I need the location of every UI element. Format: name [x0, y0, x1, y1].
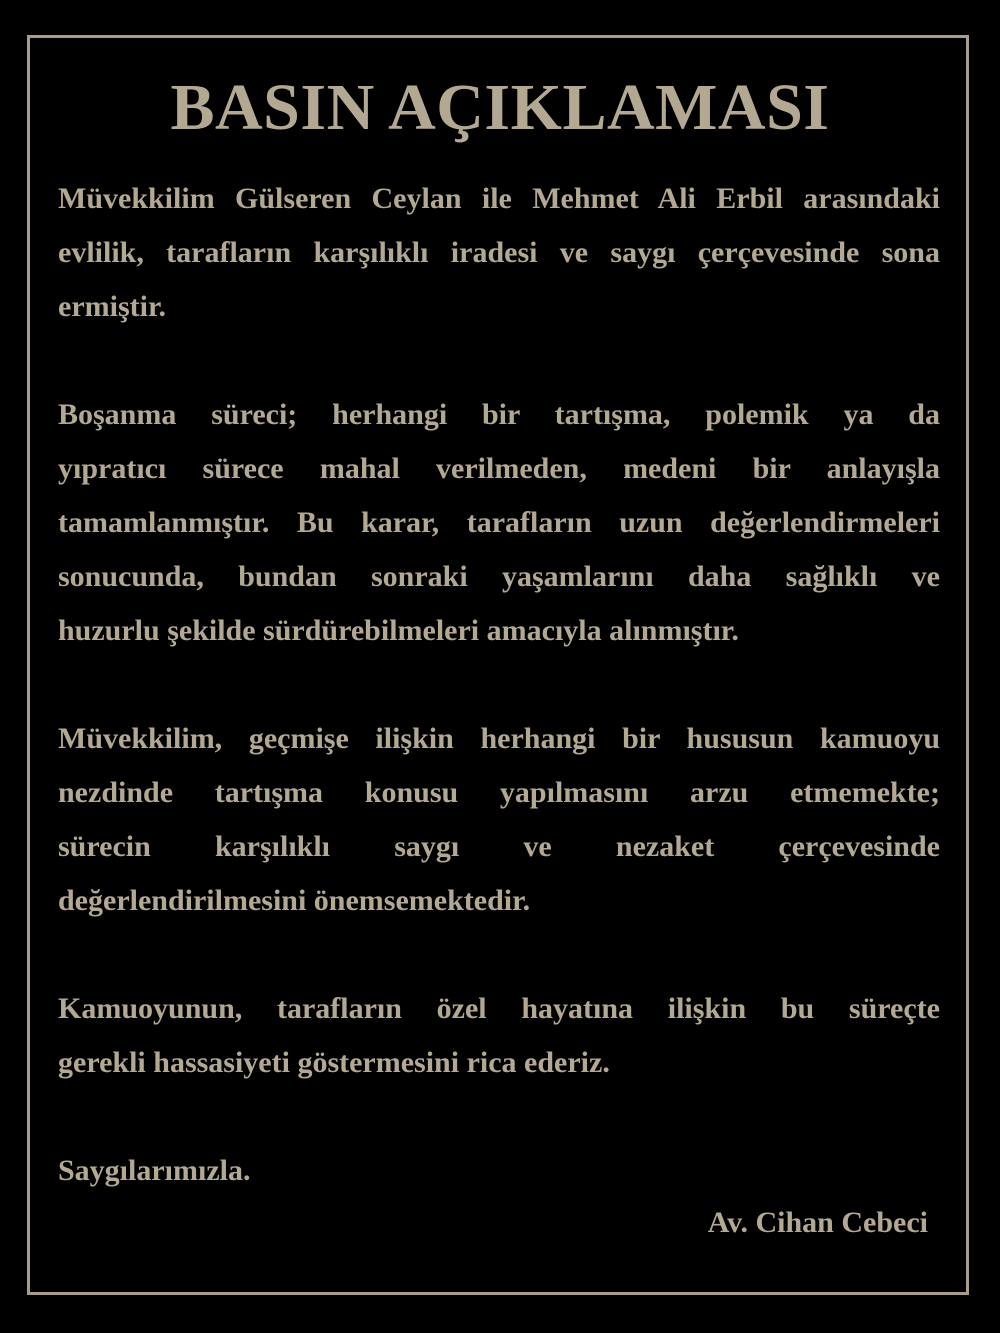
text-line: Müvekkilim, geçmişe ilişkin herhangi bir hususun kamuoyu [58, 722, 940, 755]
text-line: Kamuoyunun, tarafların özel hayatına ilişkin bu süreçte [58, 992, 940, 1025]
text-line: tamamlanmıştır. Bu karar, tarafların uzun değerlendirmeleri [58, 506, 940, 539]
signature: Av. Cihan Cebeci [707, 1206, 928, 1239]
document-title: BASIN AÇIKLAMASI [170, 71, 830, 144]
document-body [58, 172, 940, 1198]
paragraph-1 [58, 172, 940, 334]
paragraph-3 [58, 712, 940, 928]
text-line: sürecin karşılıklı saygı ve nezaket çerçevesinde [58, 830, 940, 863]
text-line: sonucunda, bundan sonraki yaşamlarını daha sağlıklı ve [58, 560, 940, 593]
paragraph-4 [58, 982, 940, 1090]
text-line: gerekli hassasiyeti göstermesini rica ederiz. [58, 1046, 610, 1079]
text-line: Boşanma süreci; herhangi bir tartışma, polemik ya da [58, 398, 940, 431]
closing-text: Saygılarımızla. [58, 1154, 251, 1187]
text-line: evlilik, tarafların karşılıklı iradesi ve saygı çerçevesinde sona [58, 236, 940, 269]
text-line: ermiştir. [58, 290, 167, 323]
text-line: değerlendirilmesini önemsemektedir. [58, 884, 531, 917]
text-line: nezdinde tartışma konusu yapılmasını arzu etmemekte; [58, 776, 940, 809]
paragraph-2 [58, 388, 940, 658]
text-line: Müvekkilim Gülseren Ceylan ile Mehmet Ali Erbil arasındaki [58, 182, 940, 215]
text-line: yıpratıcı sürece mahal verilmeden, medeni bir anlayışla [58, 452, 940, 485]
text-line: huzurlu şekilde sürdürebilmeleri amacıyla alınmıştır. [58, 614, 739, 647]
